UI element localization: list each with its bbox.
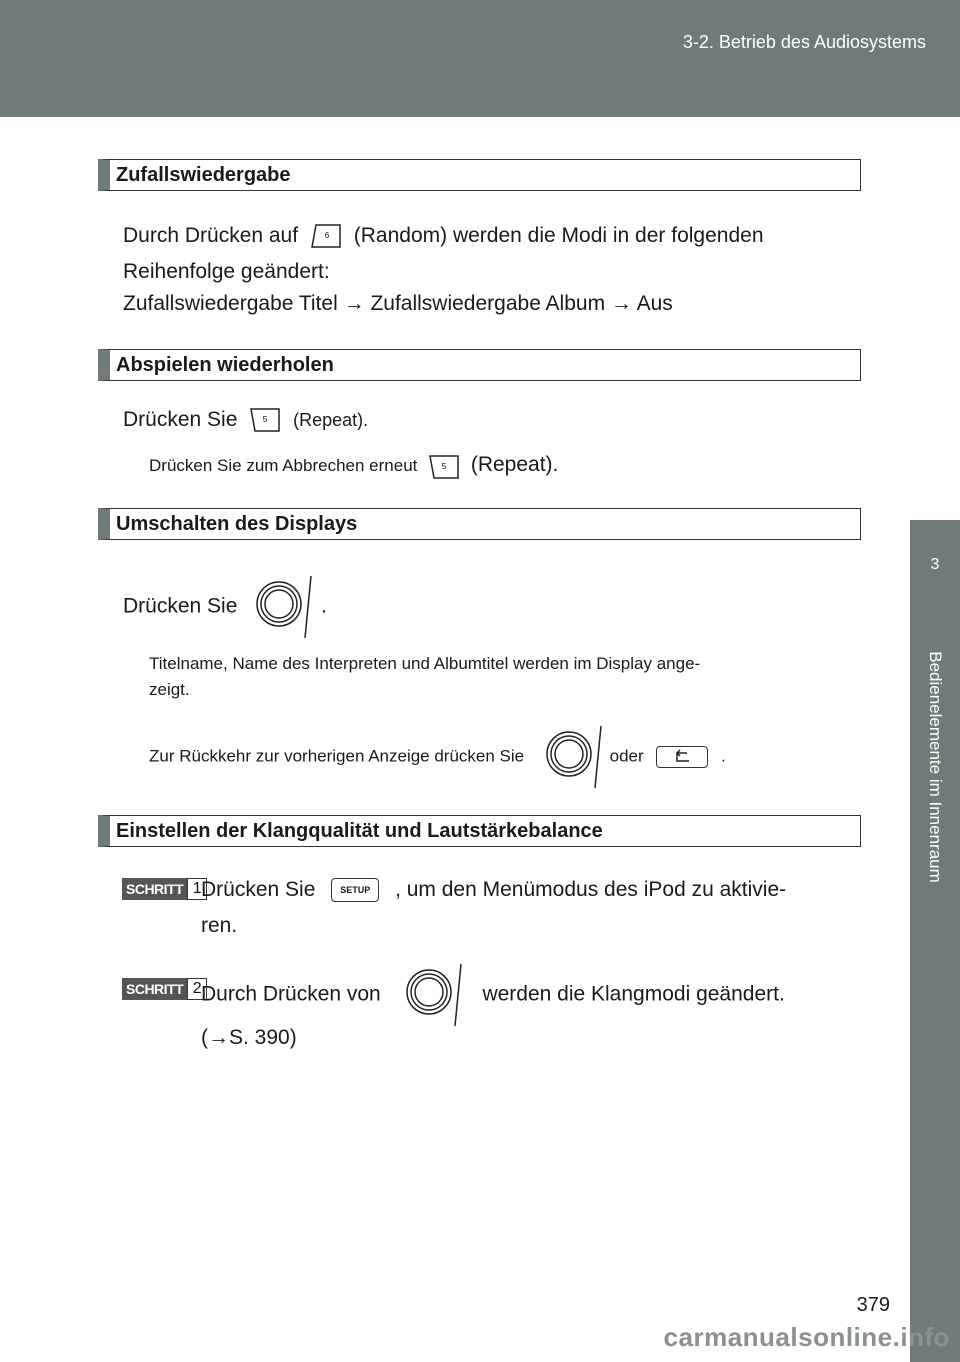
svg-text:6: 6 xyxy=(324,231,330,241)
chapter-number: 3 xyxy=(930,556,940,573)
text: Durch Drücken auf xyxy=(123,224,299,247)
text: Drücken Sie xyxy=(201,878,316,901)
chapter-label: Bedienelemente im Innenraum xyxy=(926,651,945,883)
step-label: SCHRITT xyxy=(122,878,187,900)
text: Drücken Sie xyxy=(123,408,238,431)
display-note-1: Titelname, Name des Interpreten und Albumtitel werden im Display ange- xyxy=(149,654,701,673)
step1-line-2: ren. xyxy=(201,914,238,937)
preset-5-key-icon xyxy=(428,455,460,479)
text: Drücken Sie xyxy=(123,594,238,618)
text: Zur Rückkehr zur vorherigen Anzeige drücken Sie xyxy=(149,746,525,766)
step-number: 1 xyxy=(187,878,207,900)
page-number: 379 xyxy=(856,1294,890,1316)
text: (Repeat). xyxy=(470,453,559,476)
preset-5-key-icon xyxy=(249,408,281,432)
step2-line-2: (→S. 390) xyxy=(201,1026,297,1049)
random-line-2: Reihenfolge geändert: xyxy=(123,260,330,283)
section-header-display xyxy=(98,508,861,540)
section-title: Einstellen der Klangqualität und Lautstärkebalance xyxy=(116,820,603,842)
text: Durch Drücken von xyxy=(201,982,381,1006)
section-title: Umschalten des Displays xyxy=(116,513,358,535)
display-note-2 xyxy=(149,724,726,790)
section-title: Abspielen wiederholen xyxy=(116,354,334,376)
section-header-random xyxy=(98,159,861,191)
watermark: carmanualsonline.info xyxy=(663,1322,950,1352)
step1-line-1 xyxy=(201,876,786,904)
section-header-sound xyxy=(98,815,861,847)
breadcrumb: 3-2. Betrieb des Audiosystems xyxy=(682,32,926,52)
tune-knob-icon xyxy=(403,962,465,1028)
chapter-tab xyxy=(910,520,960,613)
text: oder xyxy=(609,746,644,766)
step-badge-1 xyxy=(122,878,207,900)
text: (Random) werden die Modi in der folgenden xyxy=(353,224,764,247)
text: , um den Menümodus des iPod zu aktivie- xyxy=(395,878,787,901)
step-number: 2 xyxy=(187,978,207,1000)
text: (Repeat). xyxy=(293,410,369,430)
header-band xyxy=(0,0,960,117)
step2-line-1 xyxy=(201,962,785,1028)
text: . xyxy=(321,594,327,618)
random-line-3: Zufallswiedergabe Titel → Zufallswiedergabe Album → Aus xyxy=(123,292,673,315)
tune-knob-icon xyxy=(543,724,605,790)
svg-text:5: 5 xyxy=(441,461,447,471)
tune-knob-icon xyxy=(253,574,315,640)
repeat-note xyxy=(149,453,558,479)
repeat-line-1 xyxy=(123,406,368,434)
random-line-1 xyxy=(123,222,764,250)
step-label: SCHRITT xyxy=(122,978,187,1000)
display-note-1b: zeigt. xyxy=(149,680,190,699)
svg-text:5: 5 xyxy=(263,415,268,425)
setup-key-icon: SETUP xyxy=(331,878,379,902)
section-header-repeat xyxy=(98,349,861,381)
section-title: Zufallswiedergabe xyxy=(116,164,291,186)
step-badge-2 xyxy=(122,978,207,1000)
back-key-icon xyxy=(656,746,708,768)
text: werden die Klangmodi geändert. xyxy=(482,982,785,1006)
display-line-1 xyxy=(123,574,327,640)
preset-6-key-icon xyxy=(310,224,342,248)
text: Drücken Sie zum Abbrechen erneut xyxy=(149,456,418,475)
text: . xyxy=(721,746,726,766)
